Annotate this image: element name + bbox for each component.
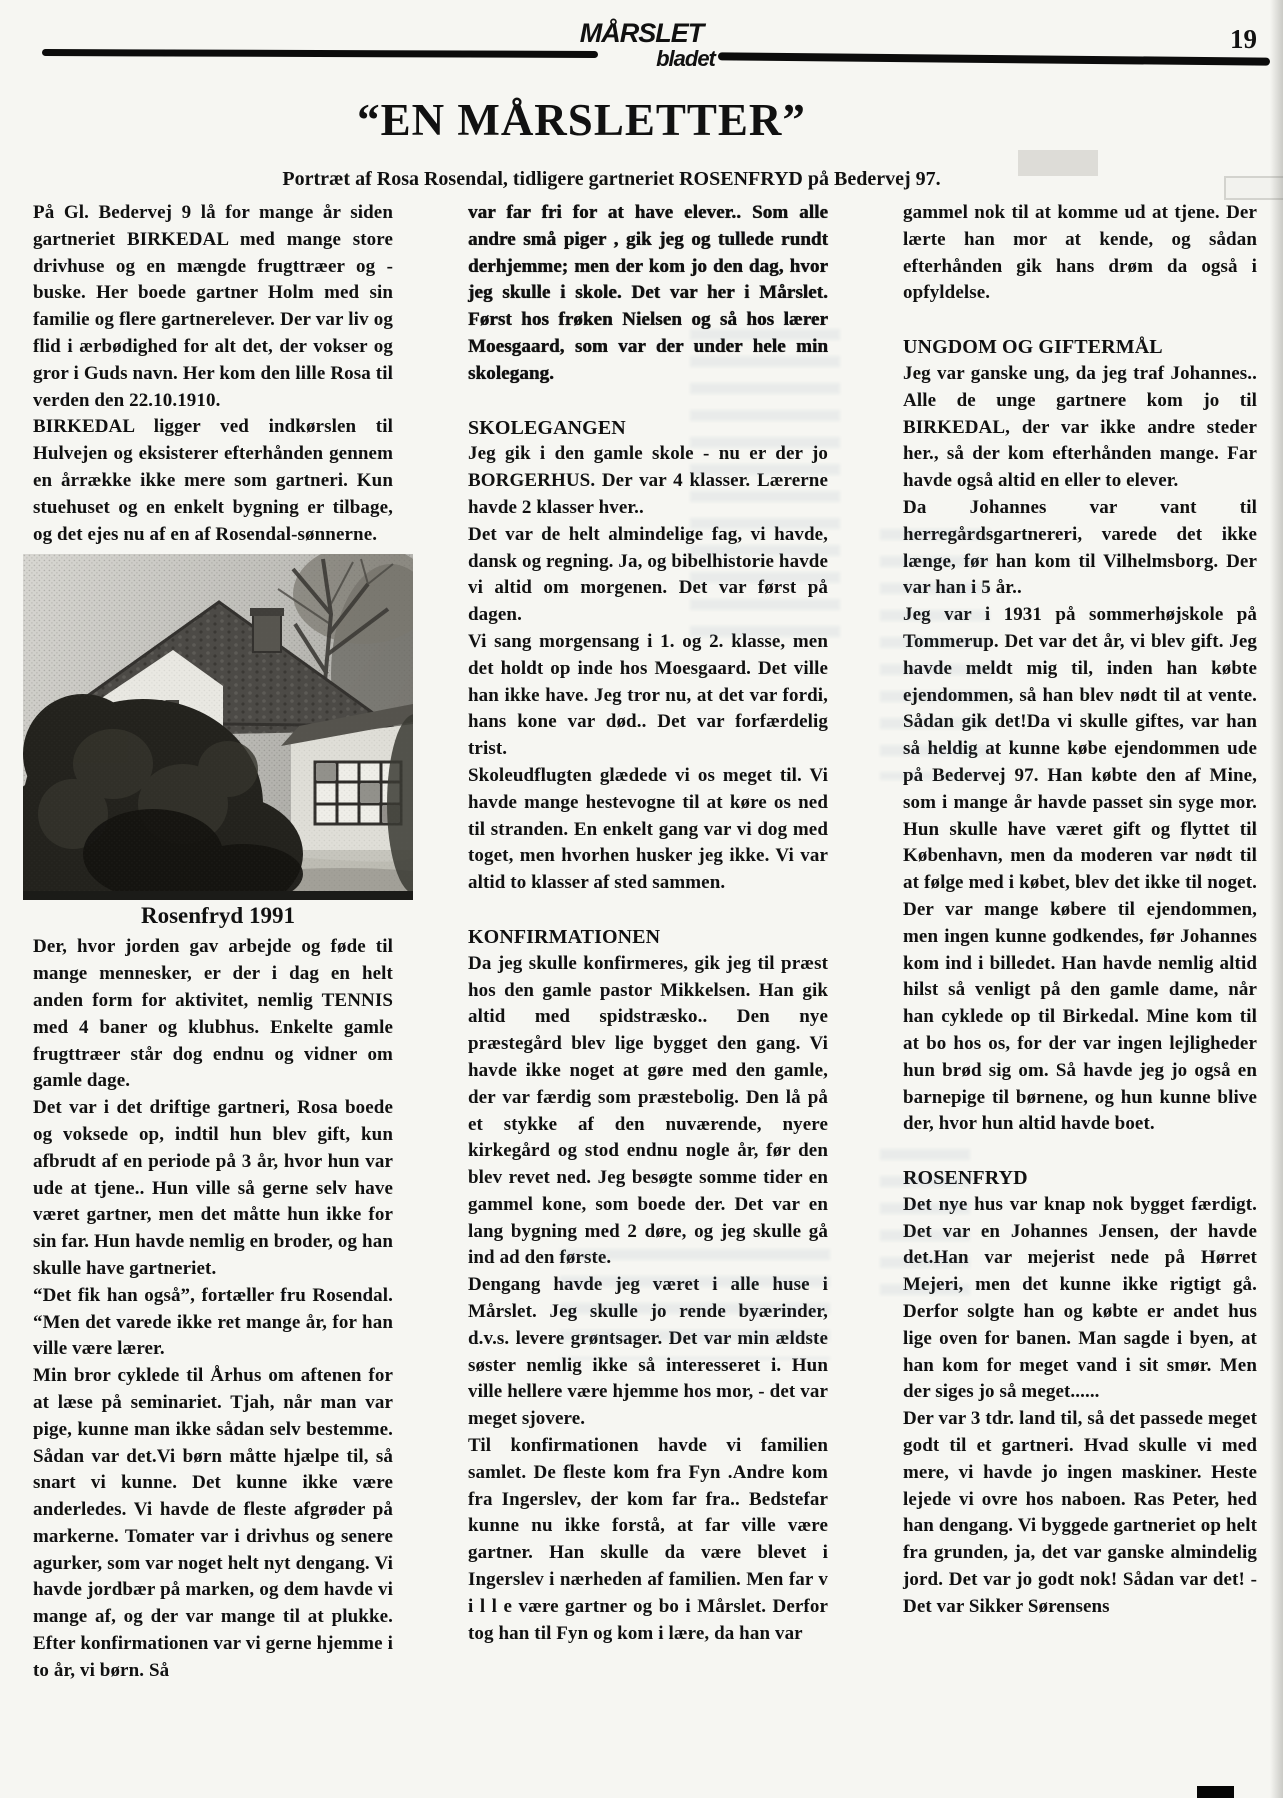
column-3 <box>903 200 1257 1621</box>
paragraph: Det var de helt almindelige fag, vi havde, dansk og regning. Ja, og bibelhistorie havde vi altid om morgenen. Det var først på dagen. <box>468 523 828 626</box>
scan-edge-shadow <box>1270 0 1283 1798</box>
paragraph: “Det fik han også”, fortæller fru Rosendal. “Men det varede ikke ret mange år, for han ville være lærer. <box>33 1284 393 1360</box>
masthead-subtitle: bladet <box>656 46 715 71</box>
paragraph: Det var i det driftige gartneri, Rosa boede og voksede op, indtil hun blev gift, kun afbrudt af en periode på 3 år, hvor hun var ude at tjene.. Hun ville så gerne selv have været gartner, men det måtte hun ikke for sin far. Hun havde nemlig en broder, og han skulle have gartneriet. <box>33 1097 393 1279</box>
section-heading: ROSENFRYD <box>903 1167 1028 1190</box>
paragraph: Det nye hus var knap nok bygget færdigt. Det var en Johannes Jensen, der havde det.Han var mejerist nede på Hørret Mejeri, men det kunne ikke rigtigt gå. Derfor solgte han og købte er andet hus lige oven for banen. Man sagde i byen, at han kom for meget vand i sit smør. Men der siges jo så meget...... <box>903 1193 1257 1403</box>
section-heading: SKOLEGANGEN <box>468 416 626 439</box>
photo-caption: Rosenfryd 1991 <box>141 903 295 929</box>
paragraph: Skoleudflugten glædede vi os meget til. Vi havde mange hestevogne til at køre os ned til stranden. En enkelt gang var vi dog med toget, men hvorhen husker jeg ikke. Vi var altid to klasser af sted sammen. <box>468 764 828 894</box>
scan-artifact <box>1018 150 1098 176</box>
paragraph: Dengang havde jeg været i alle huse i Mårslet. Jeg skulle jo rende byærinder, d.v.s. levere grøntsager. Det var min ældste søster nemlig ikke så interesseret i. Hun ville hellere være hjemme hos mor, - det var meget sjovere. <box>468 1274 828 1430</box>
paragraph: Jeg gik i den gamle skole - nu er der jo BORGERHUS. Der var 4 klasser. Lærerne havde 2 klasser hver.. <box>468 443 828 518</box>
house-photo-image <box>23 554 413 900</box>
paragraph: BIRKEDAL ligger ved indkørslen til Hulvejen og eksisterer efterhånden gennem en årrække ikke mere som gartneri. Kun stuehuset og en enkelt bygning er tilbage, og det ejes nu af en af Rosendal-sønnerne. <box>33 416 393 545</box>
section-heading: KONFIRMATIONEN <box>468 925 661 948</box>
section-heading: UNGDOM OG GIFTERMÅL <box>903 336 1163 359</box>
article-end-marker <box>1197 1786 1234 1798</box>
paragraph: Til konfirmationen havde vi familien samlet. De fleste kom fra Fyn .Andre kom fra Ingerslev, der kom far fra.. Bedstefar kunne nu ikke forstå, at far ville være gartner. Han skulle da være blevet i Ingerslev i nærheden af familien. Men far v i l l e være gartner og bo i Mårslet. Derfor tog han til Fyn og kom i lære, da han var <box>468 1435 828 1644</box>
column-2 <box>468 200 828 1647</box>
paragraph: gammel nok til at komme ud at tjene. Der lærte han mor at kende, og sådan efterhånden gik hans drøm da også i opfyldelse. <box>903 202 1257 304</box>
paragraph: var far fri for at have elever.. Som alle andre små piger , gik jeg og tullede rundt derhjemme; men der kom jo den dag, hvor jeg skulle i skole. Det var her i Mårslet. Først hos frøken Nielsen og så hos lærer Moesgaard, som var der under hele min skolegang. <box>468 202 828 384</box>
paragraph: Da jeg skulle konfirmeres, gik jeg til præst hos den gamle pastor Mikkelsen. Han gik altid med spidstræsko.. Den nye præstegård blev lige bygget den gang. Vi havde ikke noget at gøre med den gamle, der var færdig som præstebolig. Den lå på et stykke af den nuværende, nyere kirkegård og stod endnu nogle år, før den blev revet ned. Jeg besøgte somme tider en gammel kone, som boede der. Det var en lang bygning med 2 døre, og jeg skulle gå ind ad den første. <box>468 952 828 1269</box>
paragraph: Da Johannes var vant til herregårdsgartnereri, varede det ikke længe, før han kom til Vilhelmsborg. Der var han i 5 år.. <box>903 496 1257 599</box>
paragraph: Min bror cyklede til Århus om aftenen for at læse på seminariet. Tjah, når man var pige, kunne man ikke sådan selv bestemme. Sådan var det.Vi børn måtte hjælpe til, så snart vi kunne. Det kunne ikke være anderledes. Vi havde de fleste afgrøder på markerne. Tomater var i drivhus og senere agurker, som var noget helt nyt dengang. Vi havde jordbær på marken, og dem havde vi mange af, og der var mange til at plukke. Efter konfirmationen var vi gerne hjemme i to år, vi børn. Så <box>33 1365 393 1681</box>
paragraph: Jeg var ganske ung, da jeg traf Johannes.. Alle de unge gartnere kom jo til BIRKEDAL, der var ikke andre steder her., så der kom efterhånden mange. Far havde også altid en eller to elever. <box>903 362 1257 492</box>
paragraph: Der, hvor jorden gav arbejde og føde til mange mennesker, er der i dag en helt anden form for aktivitet, nemlig TENNIS med 4 baner og klubhus. Enkelte gamle frugttræer står dog endnu og vidner om gamle dage. <box>33 936 393 1092</box>
page-number: 19 <box>1230 24 1257 54</box>
house-photo-figure <box>23 554 413 929</box>
article-subtitle: Portræt af Rosa Rosendal, tidligere gartneriet ROSENFRYD på Bedervej 97. <box>282 168 941 190</box>
masthead-title: MÅRSLET <box>579 18 704 48</box>
paragraph: Vi sang morgensang i 1. og 2. klasse, men det holdt op inde hos Moesgaard. Det ville han ikke have. Jeg tror nu, at det var fordi, hans kone var død.. Det var forfærdelig trist. <box>468 630 828 760</box>
paragraph: Jeg var i 1931 på sommerhøjskole på Tommerup. Det var det år, vi blev gift. Jeg havde meldt mig til, inden han købte ejendommen, så han blev nødt til at vente. Sådan gik det!Da vi skulle giftes, var han så heldig at kunne købe ejendommen ude på Bedervej 97. Han købte den af Mine, som i mange år havde passet sin syge mor. Hun skulle have været gift og flyttet til København, men da moderen var nødt til at følge med i købet, blev det ikke til noget. Der var mange købere til ejendommen, men ingen kunne godkendes, før Johannes kom ind i billedet. Han havde nemlig altid hilst så venligt på den gamle dame, når han cyklede op til Birkedal. Mine kom til at bo hos os, for der var ingen lejligheder hun brød sig om. Så havde jeg jo også en barnepige til børnene, og hun kunne blive der, hvor hun altid havde boet. <box>903 604 1257 1135</box>
paragraph: På Gl. Bedervej 9 lå for mange år siden gartneriet BIRKEDAL med mange store drivhuse og en mængde frugttræer og -buske. Her boede gartner Holm med sin familie og flere gartnerelever. Der var liv og flid i ærbødighed for alt det, der vokser og gror i Guds navn. Her kom den lille Rosa til verden den 22.10.1910. <box>33 202 393 411</box>
column-1 <box>33 200 393 1685</box>
paragraph: Der var 3 tdr. land til, så det passede meget godt til et gartneri. Hvad skulle vi med mere, vi havde jo ingen maskiner. Heste lejede vi ovre hos naboen. Ras Peter, hed han dengang. Vi byggede gartneriet op helt fra grunden, ja, det var ganske almindelig jord. Det var jo godt nok! Sådan var det! - Det var Sikker Sørensens <box>903 1408 1257 1617</box>
article-title: “EN MÅRSLETTER” <box>357 95 806 145</box>
